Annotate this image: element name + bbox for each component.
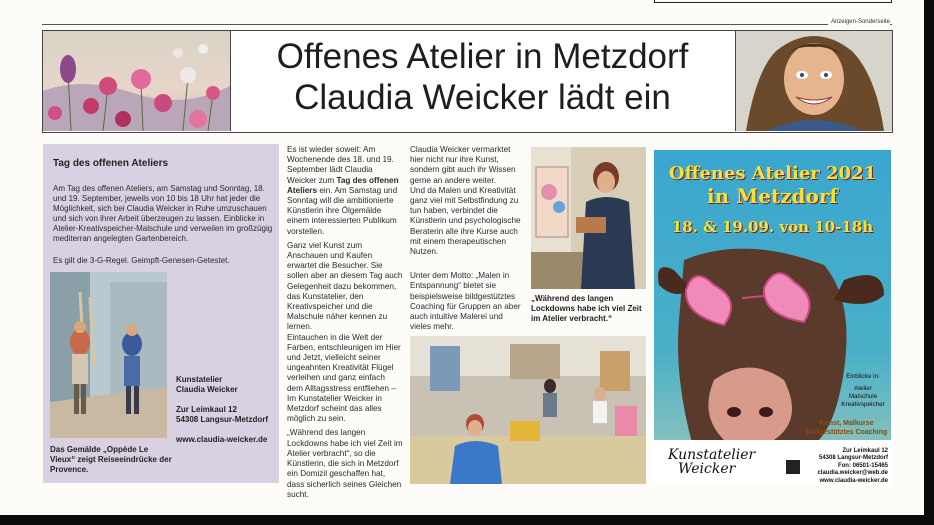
article-paragraph: „Während des langen Lockdowns habe ich viel Zeit im Atelier verbracht“, so die Künstlerin, die sich in Metzdorf ein Domizil geschaffen hat, dass sicherlich seines Gleichen sucht.	[287, 428, 403, 499]
article-paragraph	[287, 145, 403, 237]
article-column-1	[287, 145, 403, 504]
article-text: ein. Am Samstag und Sonntag will die ambitionierte Künstlerin ihre Ölgemälde einem interessierten Publikum vorstellen.	[287, 185, 398, 236]
oppede-painting	[50, 272, 167, 438]
headline-line1: Offenes Atelier in Metzdorf	[276, 37, 689, 76]
photo-caption: „Während des langen Lockdowns habe ich viel Zeit im Atelier verbracht.“	[531, 294, 642, 323]
sidebar-note: Es gilt die 3-G-Regel. Geimpft-Genesen-Getestet.	[53, 256, 230, 265]
article-paragraph: Eintauchen in die Welt der Farben, entschleunigen im Hier und Jetzt, vielleicht seiner ungeahnten Kreativität Flügel verleihen und ganz einfach dem Alltagsstress entfliehen – Im Kunstatelier Weicker in Metzdorf scheint das alles möglich zu sein.	[287, 332, 401, 424]
article-paragraph: Ganz viel Kunst zum Anschauen und Kaufen erwartet die Besucher. Sie sollen aber an diesem Tag auch Gelegenheit dazu bekommen, das Kunstatelier, den Kreativspeicher und die Malschule näher kennen zu lernen.	[287, 240, 403, 332]
ad-title-line2: in Metzdorf	[706, 184, 839, 208]
ad-title-line1: Offenes Atelier 2021	[668, 163, 877, 184]
painting-caption: Das Gemälde „Oppède Le Vieux“ zeigt Reiseeindrücke der Provence.	[50, 445, 172, 474]
atelier-group-photo	[410, 336, 646, 484]
top-frame	[654, 0, 892, 3]
ad-insights	[839, 373, 887, 409]
article-text: Es ist wieder soweit: Am Wochenende des 18. und 19. September lädt Claudia Weicker zum	[287, 145, 394, 185]
ad-insight-item: Malschule	[848, 393, 878, 400]
contact-block	[176, 375, 276, 445]
flower-painting	[43, 31, 231, 131]
contact-city: 54308 Langsur-Metzdorf	[176, 415, 269, 424]
sidebar-text: Am Tag des offenen Ateliers, am Samstag und Sonntag, 18. und 19. September, jeweils von 10 bis 18 Uhr hat jeder die Möglichkeit, sich bei Claudia Weicker in Ruhe umzuschauen und sich von ihrer Arbeit überzeugen zu lassen. Einblicke in Atelier-Kreativspeicher-Malschule und verweilen im großzügig mediterran angelegten Gartenbereich.	[53, 184, 273, 243]
artist-at-easel-photo	[531, 147, 646, 289]
ad-courses-line1: Kunst, Malkurse	[819, 420, 874, 427]
logo-line2: Weicker	[678, 461, 736, 477]
article-column-2	[410, 145, 525, 336]
article-paragraph: Unter dem Motto: „Malen in Entspannung“ bietet sie beispielsweise bildgestütztes Coaching für Gruppen an aber auch intuitive Malerei und vieles mehr.	[410, 271, 521, 332]
ad-insight-item: Kreativspeicher	[841, 401, 885, 408]
caricature-portrait	[735, 31, 892, 131]
kunstatelier-logo	[668, 448, 755, 476]
contact-street: Zur Leimkaul 12	[176, 405, 237, 414]
ad-courses-line2: Bildgestütztes Coaching	[805, 429, 888, 436]
contact-website[interactable]: www.claudia-weicker.de	[176, 435, 268, 444]
ad-insight-item: Atelier	[854, 385, 872, 392]
ad-website[interactable]: www.claudia-weicker.de	[819, 477, 888, 484]
ad-phone: Fon: 06501-15465	[837, 462, 888, 469]
atelier-advertisement	[654, 150, 891, 485]
section-label: Anzeigen-Sonderseite	[828, 19, 890, 25]
headline-line2: Claudia Weicker lädt ein	[294, 78, 671, 117]
ad-address	[794, 448, 888, 485]
section-rule	[42, 24, 892, 25]
logo-line1: Kunstatelier	[668, 447, 756, 463]
contact-line1: Kunstatelier	[176, 375, 223, 384]
contact-line2: Claudia Weicker	[176, 385, 238, 394]
article-bold-text: Tag des offenen Ateliers	[287, 175, 399, 195]
ad-courses	[804, 419, 889, 437]
sidebar-title: Tag des offenen Ateliers	[53, 158, 169, 169]
article-paragraph: Und da Malen und Kreativität ganz viel mit Selbstfindung zu tun haben, verbindet die Künstlerin und psychologische Beraterin alle ihre Kurse auch mit einem therapeutischen Nutzen.	[410, 185, 521, 257]
ad-email[interactable]: claudia.weicker@web.de	[817, 470, 888, 477]
ad-address-line: 54308 Langsur-Metzdorf	[818, 455, 888, 462]
article-paragraph: Claudia Weicker vermarktet hier nicht nur ihre Kunst, sondern gibt auch ihr Wissen gerne an andere weiter.	[410, 145, 516, 185]
ad-insights-heading: Einblicke in:	[846, 373, 880, 380]
ad-dates: 18. & 19.09. von 10-18h	[671, 218, 874, 236]
headline	[232, 36, 733, 118]
ad-address-line: Zur Leimkaul 12	[842, 448, 888, 454]
info-sidebar	[43, 144, 279, 483]
